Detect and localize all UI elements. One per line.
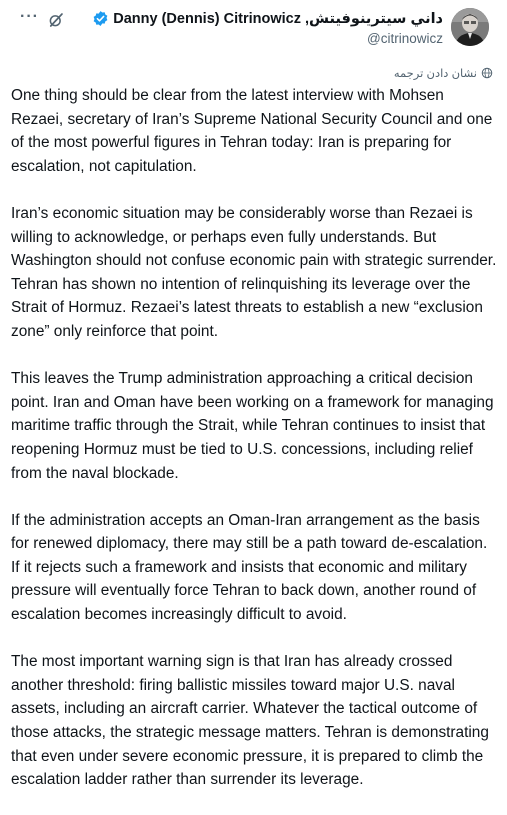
tweet-paragraph: One thing should be clear from the latest interview with Mohsen Rezaei, secretary of Iran’s Supreme National Security Council and one of the most powerful figures in Tehran today: Iran is preparing for escalation, not capitulation. (11, 87, 493, 175)
tweet-paragraph: Iran’s economic situation may be considerably worse than Rezaei is willing to acknowledge, or perhaps even fully understands. But Washington should not confuse economic pain with strategic surrender. Tehran has shown no intention of relinquishing its leverage over the Strait of Hormuz. Rezaei’s latest threats to establish a new “exclusion zone” only reinforce that point. (11, 204, 497, 340)
verified-badge-icon (92, 10, 109, 27)
tweet-paragraph: If the administration accepts an Oman-Iran arrangement as the basis for renewed diplomacy, there may still be a path toward de-escalation. If it rejects such a framework and insists that economic and military pressure will eventually force Tehran to back down, another round of escalation becomes increasingly difficult to avoid. (11, 511, 488, 624)
tweet-text (11, 84, 497, 815)
tweet-paragraph: The most important warning sign is that Iran has already crossed another threshold: firing ballistic missiles toward major U.S. naval assets, including an aircraft carrier. Whatever the tactical outcome of those attacks, the strategic message matters. Tehran is demonstrating that even under severe economic pressure, it is prepared to climb the escalation ladder rather than surrender its leverage. (11, 653, 489, 789)
author-display-name[interactable]: Danny (Dennis) Citrinowicz ,داني سيترينوفيتش (113, 10, 443, 27)
globe-icon (481, 67, 493, 79)
tweet-header (11, 0, 493, 62)
author-handle[interactable]: @citrinowicz (367, 31, 443, 46)
grok-icon[interactable] (47, 11, 65, 29)
author-name-row[interactable] (92, 10, 443, 27)
show-translation-link[interactable] (394, 66, 493, 80)
translation-label[interactable]: نشان دادن ترجمه (393, 68, 477, 80)
more-icon[interactable]: ··· (20, 8, 39, 25)
tweet-paragraph: This leaves the Trump administration approaching a critical decision point. Iran and Oman have been working on a framework for managing maritime traffic through the Strait, while Tehran continues to insist that reopening Hormuz must be tied to U.S. concessions, including relief from the naval blockade. (11, 370, 494, 482)
avatar[interactable] (451, 8, 489, 46)
